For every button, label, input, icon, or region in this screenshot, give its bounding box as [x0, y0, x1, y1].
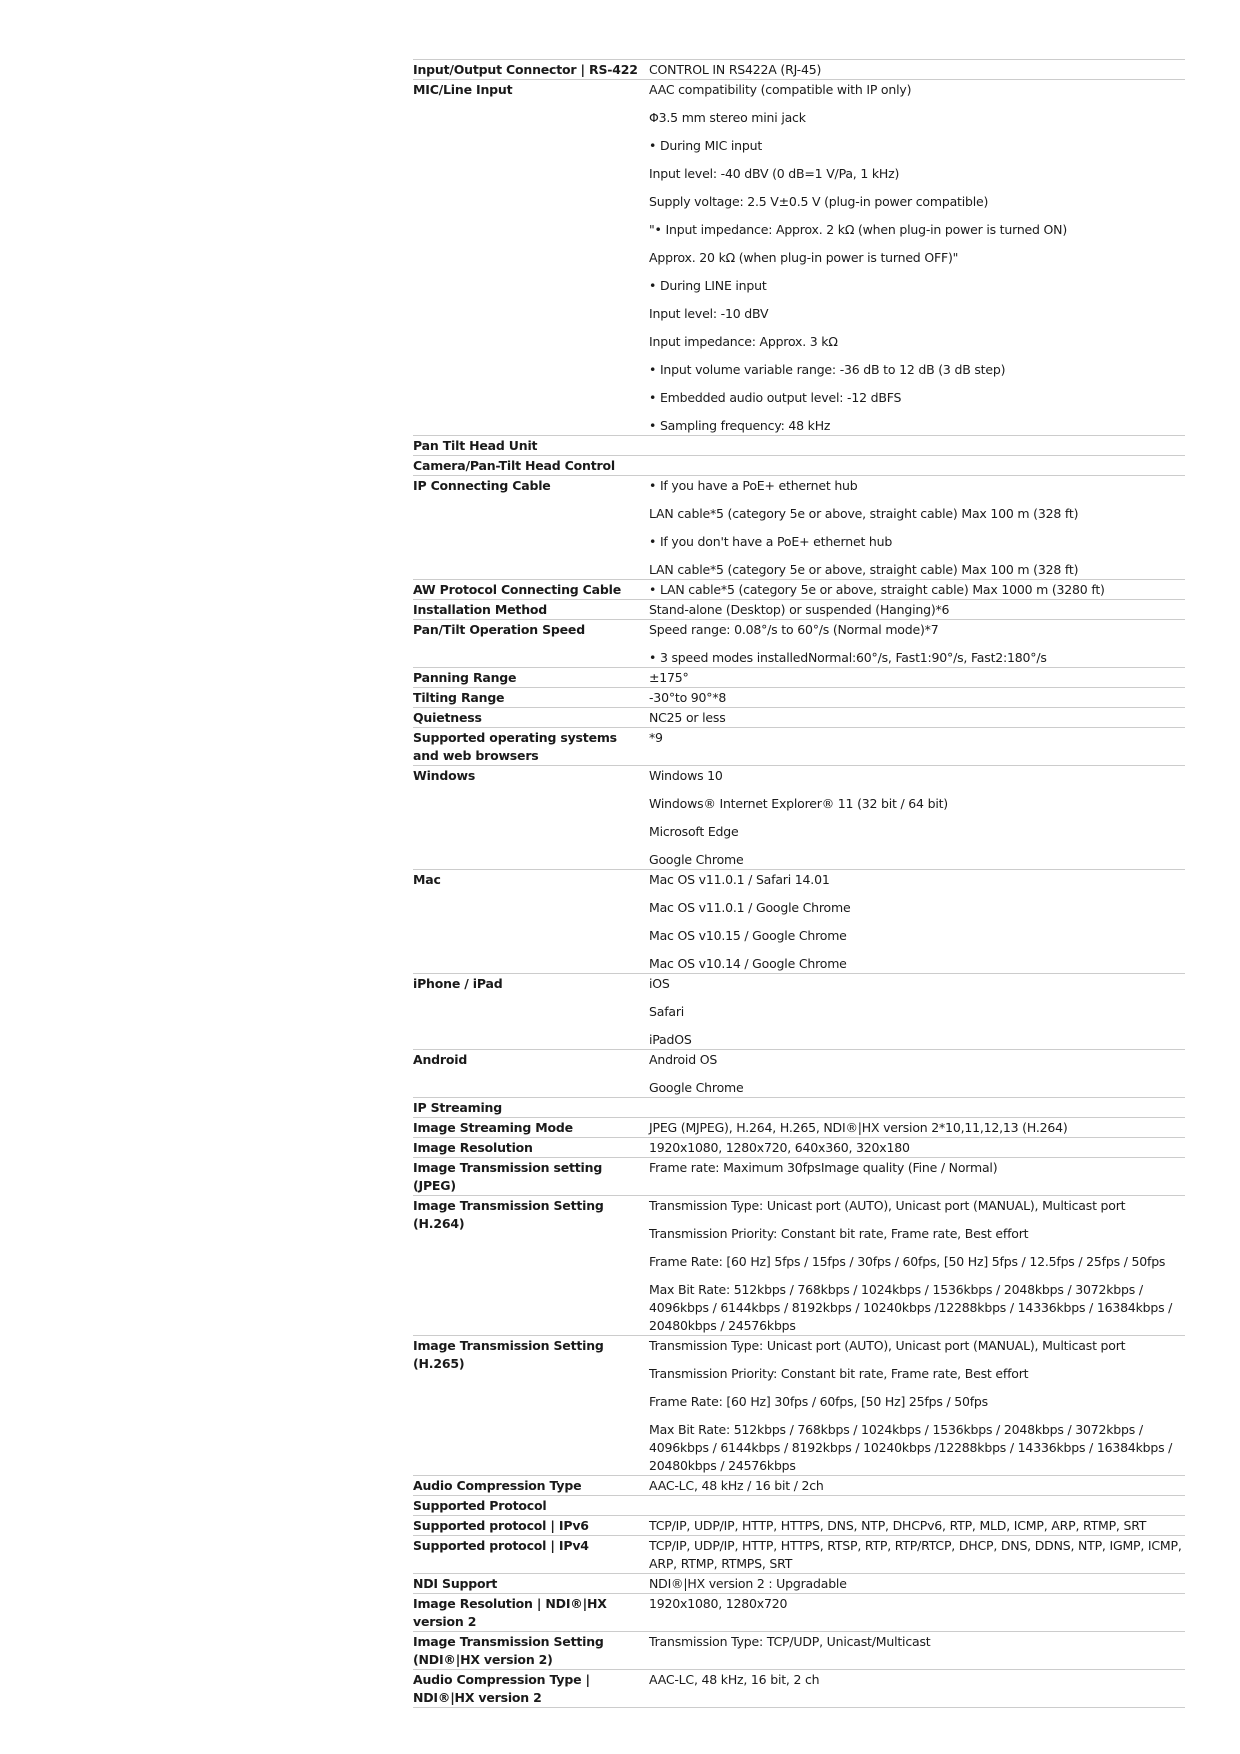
- spec-row-supported-operating-systems-and-web-browsers: [413, 727, 1185, 765]
- spec-value-line: LAN cable*5 (category 5e or above, straight cable) Max 100 m (328 ft): [649, 562, 1079, 577]
- spec-value-line: Input impedance: Approx. 3 kΩ: [649, 334, 838, 349]
- spec-value-line: TCP/IP, UDP/IP, HTTP, HTTPS, RTSP, RTP, RTP/RTCP, DHCP, DNS, DDNS, NTP, IGMP, ICMP, ARP, RTMP, RTMPS, SRT: [649, 1538, 1182, 1571]
- spec-row-input-output-connector-rs-422: [413, 59, 1185, 79]
- spec-value: [649, 974, 1185, 1049]
- spec-value: [649, 1098, 1185, 1117]
- spec-row-panning-range: [413, 667, 1185, 687]
- spec-label: IP Streaming: [413, 1100, 502, 1115]
- spec-value-line: Google Chrome: [649, 1080, 744, 1095]
- spec-value-line: "• Input impedance: Approx. 2 kΩ (when plug-in power is turned ON): [649, 222, 1068, 237]
- spec-value-line: 1920x1080, 1280x720, 640x360, 320x180: [649, 1140, 910, 1155]
- spec-label: Installation Method: [413, 602, 548, 617]
- spec-value: [649, 766, 1185, 869]
- spec-value-line: Max Bit Rate: 512kbps / 768kbps / 1024kbps / 1536kbps / 2048kbps / 3072kbps / 4096kbps / 6144kbps / 8192kbps / 10240kbps /12288kbps / 14336kbps / 16384kbps / 20480kbps / 24576kbps: [649, 1282, 1173, 1333]
- spec-value-line: Frame Rate: [60 Hz] 5fps / 15fps / 30fps / 60fps, [50 Hz] 5fps / 12.5fps / 25fps / 50fps: [649, 1254, 1166, 1269]
- spec-value-line: NDI®|HX version 2 : Upgradable: [649, 1576, 847, 1591]
- spec-value: [649, 1336, 1185, 1475]
- spec-value: [649, 708, 1185, 727]
- spec-label: AW Protocol Connecting Cable: [413, 582, 621, 597]
- spec-value: [649, 1670, 1185, 1707]
- spec-value-line: • 3 speed modes installedNormal:60°/s, Fast1:90°/s, Fast2:180°/s: [649, 650, 1047, 665]
- spec-value-line: • If you don't have a PoE+ ethernet hub: [649, 534, 893, 549]
- spec-value: [649, 1118, 1185, 1137]
- spec-row-android: [413, 1049, 1185, 1097]
- spec-value: [649, 870, 1185, 973]
- spec-value: [649, 1594, 1185, 1631]
- spec-label: Supported protocol | IPv4: [413, 1538, 589, 1553]
- spec-value-line: Transmission Priority: Constant bit rate, Frame rate, Best effort: [649, 1226, 1029, 1241]
- spec-value-line: 1920x1080, 1280x720: [649, 1596, 788, 1611]
- spec-label: Supported protocol | IPv6: [413, 1518, 589, 1533]
- spec-value-line: iOS: [649, 976, 670, 991]
- spec-label: Image Transmission Setting (H.265): [413, 1338, 604, 1371]
- spec-value: [649, 600, 1185, 619]
- spec-row-image-transmission-setting-jpeg: [413, 1157, 1185, 1195]
- spec-row-ndi-support: [413, 1573, 1185, 1593]
- spec-row-image-resolution: [413, 1137, 1185, 1157]
- spec-value-line: Φ3.5 mm stereo mini jack: [649, 110, 806, 125]
- spec-value-line: Transmission Type: Unicast port (AUTO), Unicast port (MANUAL), Multicast port: [649, 1338, 1126, 1353]
- spec-label: IP Connecting Cable: [413, 478, 551, 493]
- spec-value: [649, 1196, 1185, 1335]
- spec-value-line: Approx. 20 kΩ (when plug-in power is turned OFF)": [649, 250, 959, 265]
- spec-value-line: Windows 10: [649, 768, 723, 783]
- spec-value-line: Transmission Type: Unicast port (AUTO), Unicast port (MANUAL), Multicast port: [649, 1198, 1126, 1213]
- spec-row-image-transmission-setting-h-264: [413, 1195, 1185, 1335]
- spec-value-line: AAC compatibility (compatible with IP only): [649, 82, 912, 97]
- spec-value-line: AAC-LC, 48 kHz / 16 bit / 2ch: [649, 1478, 824, 1493]
- spec-value-line: Mac OS v10.14 / Google Chrome: [649, 956, 847, 971]
- spec-value-line: Frame Rate: [60 Hz] 30fps / 60fps, [50 Hz] 25fps / 50fps: [649, 1394, 988, 1409]
- spec-value: [649, 80, 1185, 435]
- spec-value-line: Windows® Internet Explorer® 11 (32 bit / 64 bit): [649, 796, 948, 811]
- spec-value: [649, 1476, 1185, 1495]
- spec-value-line: • Input volume variable range: -36 dB to 12 dB (3 dB step): [649, 362, 1006, 377]
- spec-value-line: NC25 or less: [649, 710, 726, 725]
- spec-row-camera-pan-tilt-head-control: [413, 455, 1185, 475]
- spec-label: Image Streaming Mode: [413, 1120, 573, 1135]
- spec-value-line: Mac OS v11.0.1 / Google Chrome: [649, 900, 851, 915]
- spec-row-audio-compression-type-ndi-hx-version-2: [413, 1669, 1185, 1708]
- spec-value-line: Mac OS v11.0.1 / Safari 14.01: [649, 872, 830, 887]
- spec-label: Image Resolution: [413, 1140, 533, 1155]
- spec-label: iPhone / iPad: [413, 976, 503, 991]
- spec-label: Audio Compression Type: [413, 1478, 582, 1493]
- spec-value: [649, 60, 1185, 79]
- spec-row-pan-tilt-operation-speed: [413, 619, 1185, 667]
- spec-label: Pan Tilt Head Unit: [413, 438, 538, 453]
- spec-value-line: JPEG (MJPEG), H.264, H.265, NDI®|HX version 2*10,11,12,13 (H.264): [649, 1120, 1068, 1135]
- spec-value-line: • LAN cable*5 (category 5e or above, straight cable) Max 1000 m (3280 ft): [649, 582, 1105, 597]
- spec-value-line: Input level: -40 dBV (0 dB=1 V/Pa, 1 kHz): [649, 166, 900, 181]
- spec-value-line: Input level: -10 dBV: [649, 306, 769, 321]
- spec-row-supported-protocol-ipv6: [413, 1515, 1185, 1535]
- spec-label: Supported operating systems and web browsers: [413, 730, 617, 763]
- spec-label: Tilting Range: [413, 690, 505, 705]
- spec-value-line: Google Chrome: [649, 852, 744, 867]
- spec-value: [649, 1138, 1185, 1157]
- spec-value-line: Mac OS v10.15 / Google Chrome: [649, 928, 847, 943]
- spec-label: Android: [413, 1052, 468, 1067]
- spec-value-line: Stand-alone (Desktop) or suspended (Hanging)*6: [649, 602, 950, 617]
- spec-value-line: CONTROL IN RS422A (RJ-45): [649, 62, 822, 77]
- spec-row-audio-compression-type: [413, 1475, 1185, 1495]
- spec-value: [649, 580, 1185, 599]
- spec-row-image-streaming-mode: [413, 1117, 1185, 1137]
- spec-value-line: Speed range: 0.08°/s to 60°/s (Normal mode)*7: [649, 622, 939, 637]
- spec-row-quietness: [413, 707, 1185, 727]
- spec-row-installation-method: [413, 599, 1185, 619]
- spec-row-mic-line-input: [413, 79, 1185, 435]
- spec-value-line: Transmission Type: TCP/UDP, Unicast/Multicast: [649, 1634, 931, 1649]
- spec-value: [649, 456, 1185, 475]
- spec-row-iphone-ipad: [413, 973, 1185, 1049]
- spec-value: [649, 476, 1185, 579]
- spec-row-supported-protocol: [413, 1495, 1185, 1515]
- spec-table: [413, 59, 1185, 1708]
- spec-value-line: Frame rate: Maximum 30fpsImage quality (Fine / Normal): [649, 1160, 998, 1175]
- spec-value: [649, 1536, 1185, 1573]
- spec-value-line: • During MIC input: [649, 138, 763, 153]
- spec-value-line: TCP/IP, UDP/IP, HTTP, HTTPS, DNS, NTP, DHCPv6, RTP, MLD, ICMP, ARP, RTMP, SRT: [649, 1518, 1147, 1533]
- spec-value: [649, 1158, 1185, 1195]
- spec-row-ip-streaming: [413, 1097, 1185, 1117]
- spec-value: [649, 436, 1185, 455]
- spec-row-image-resolution-ndi-hx-version-2: [413, 1593, 1185, 1631]
- spec-value: [649, 688, 1185, 707]
- spec-label: Image Resolution | NDI®|HX version 2: [413, 1596, 607, 1629]
- spec-value: [649, 668, 1185, 687]
- spec-row-image-transmission-setting-ndi-hx-version-2: [413, 1631, 1185, 1669]
- spec-value-line: ±175°: [649, 670, 689, 685]
- spec-row-tilting-range: [413, 687, 1185, 707]
- spec-row-supported-protocol-ipv4: [413, 1535, 1185, 1573]
- spec-value: [649, 1496, 1185, 1515]
- spec-value-line: iPadOS: [649, 1032, 692, 1047]
- spec-value: [649, 1516, 1185, 1535]
- spec-label: Quietness: [413, 710, 482, 725]
- spec-value-line: Safari: [649, 1004, 685, 1019]
- spec-label: Pan/Tilt Operation Speed: [413, 622, 585, 637]
- spec-label: Image Transmission Setting (H.264): [413, 1198, 604, 1231]
- spec-value: [649, 1050, 1185, 1097]
- spec-label: Mac: [413, 872, 441, 887]
- spec-label: Image Transmission setting (JPEG): [413, 1160, 603, 1193]
- spec-value: [649, 1632, 1185, 1669]
- spec-row-windows: [413, 765, 1185, 869]
- spec-value-line: Supply voltage: 2.5 V±0.5 V (plug-in power compatible): [649, 194, 989, 209]
- spec-value-line: • During LINE input: [649, 278, 767, 293]
- spec-value-line: -30°to 90°*8: [649, 690, 727, 705]
- spec-value: [649, 728, 1185, 765]
- spec-value-line: • Embedded audio output level: -12 dBFS: [649, 390, 902, 405]
- spec-label: Input/Output Connector | RS-422: [413, 62, 638, 77]
- spec-value-line: Max Bit Rate: 512kbps / 768kbps / 1024kbps / 1536kbps / 2048kbps / 3072kbps / 4096kbps / 6144kbps / 8192kbps / 10240kbps /12288kbps / 14336kbps / 16384kbps / 20480kbps / 24576kbps: [649, 1422, 1173, 1473]
- spec-label: Camera/Pan-Tilt Head Control: [413, 458, 615, 473]
- spec-label: Windows: [413, 768, 476, 783]
- spec-value-line: • If you have a PoE+ ethernet hub: [649, 478, 858, 493]
- spec-value: [649, 620, 1185, 667]
- spec-label: MIC/Line Input: [413, 82, 513, 97]
- spec-value-line: Microsoft Edge: [649, 824, 739, 839]
- spec-row-mac: [413, 869, 1185, 973]
- spec-value-line: • Sampling frequency: 48 kHz: [649, 418, 831, 433]
- spec-row-ip-connecting-cable: [413, 475, 1185, 579]
- spec-value-line: Android OS: [649, 1052, 718, 1067]
- spec-label: NDI Support: [413, 1576, 498, 1591]
- spec-value-line: Transmission Priority: Constant bit rate, Frame rate, Best effort: [649, 1366, 1029, 1381]
- spec-label: Panning Range: [413, 670, 517, 685]
- spec-row-pan-tilt-head-unit: [413, 435, 1185, 455]
- spec-row-image-transmission-setting-h-265: [413, 1335, 1185, 1475]
- spec-label: Supported Protocol: [413, 1498, 547, 1513]
- spec-value-line: LAN cable*5 (category 5e or above, straight cable) Max 100 m (328 ft): [649, 506, 1079, 521]
- spec-value: [649, 1574, 1185, 1593]
- spec-value-line: *9: [649, 730, 663, 745]
- spec-row-aw-protocol-connecting-cable: [413, 579, 1185, 599]
- spec-value-line: AAC-LC, 48 kHz, 16 bit, 2 ch: [649, 1672, 820, 1687]
- spec-label: Image Transmission Setting (NDI®|HX version 2): [413, 1634, 604, 1667]
- spec-label: Audio Compression Type | NDI®|HX version 2: [413, 1672, 590, 1705]
